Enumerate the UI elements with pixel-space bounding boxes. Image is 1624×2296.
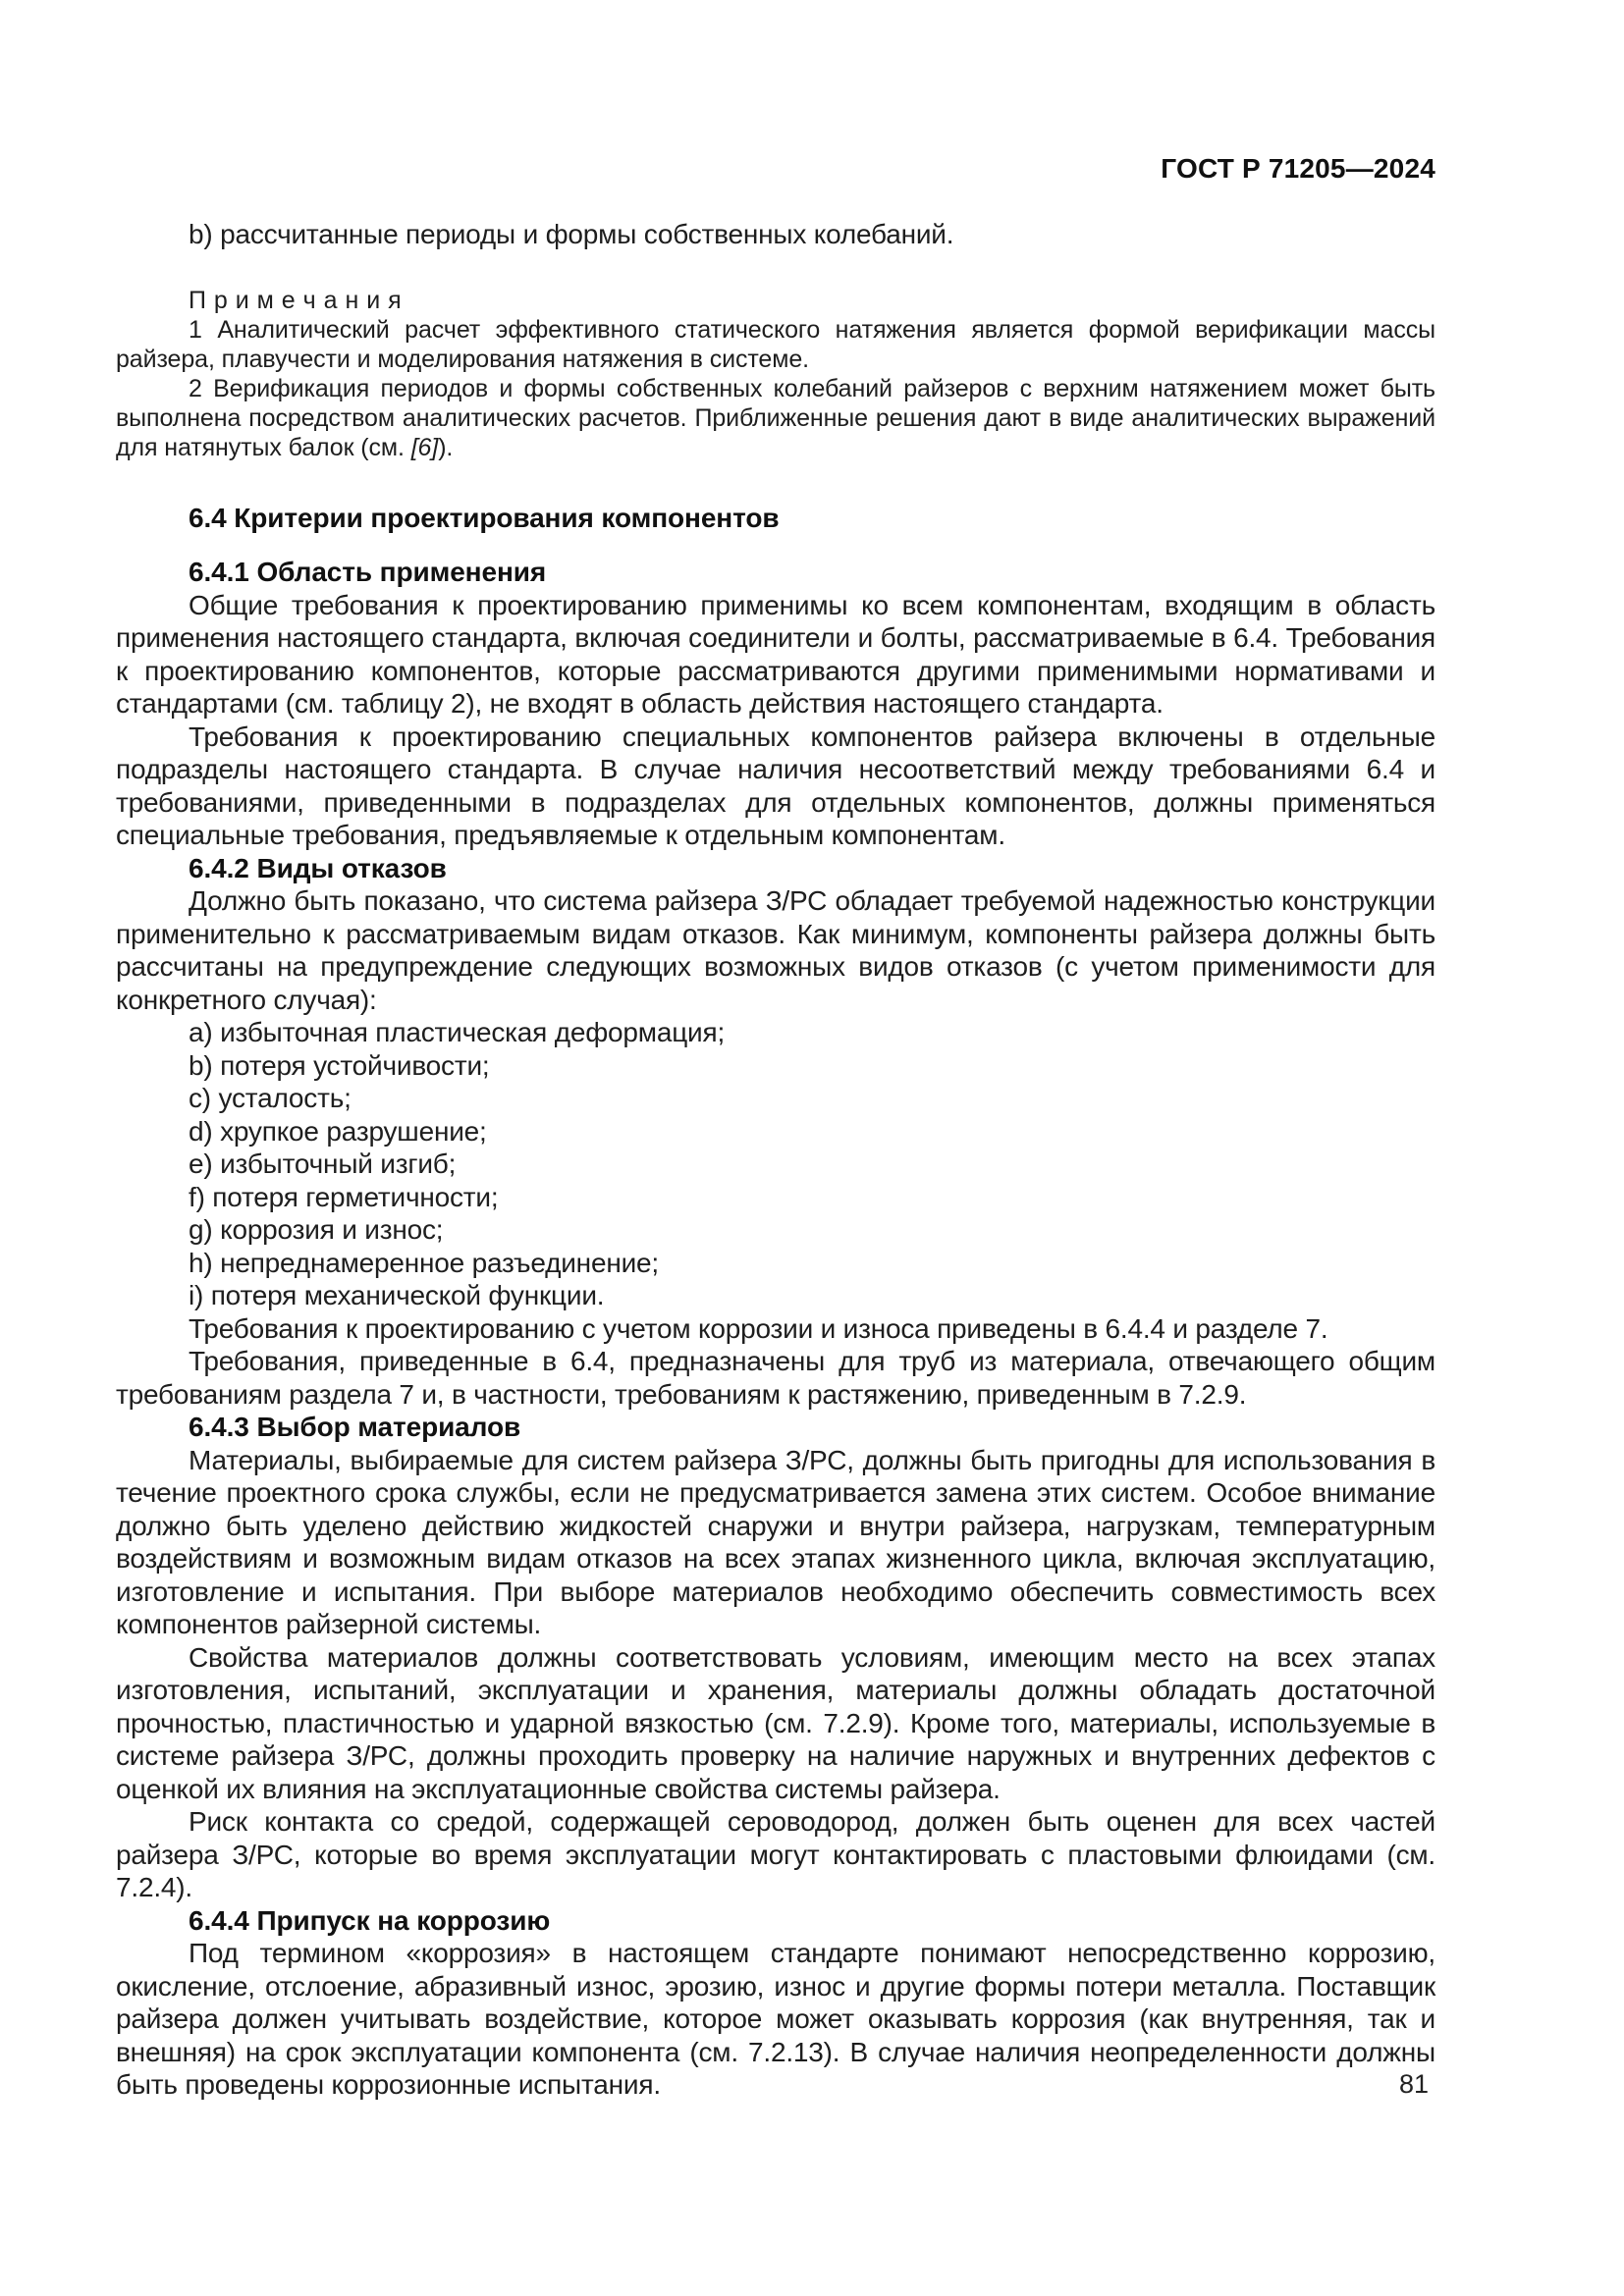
note-2-tail: ).	[438, 433, 454, 461]
heading-6-4: 6.4 Критерии проектирования компонентов	[189, 502, 780, 533]
paragraph-6-4-2-3: Требования, приведенные в 6.4, предназначены для труб из материала, отвечающего общим требованиям раздела 7 и, в частности, требованиям к растяжению, приведенным в 7.2.9.	[116, 1346, 1435, 1410]
paragraph-6-4-4-1: Под термином «коррозия» в настоящем стандарте понимают непосредственно коррозию, окисление, отслоение, абразивный износ, эрозию, износ и другие формы потери металла. Поставщик райзера должен учитывать воздействие, которое может оказывать коррозия (как внутренняя, так и внешняя) на срок эксплуатации компонента (см. 7.2.13). В случае наличия неопределенности должны быть проведены коррозионные испытания.	[116, 1938, 1435, 2100]
document-code: ГОСТ Р 71205—2024	[1161, 153, 1435, 184]
page-number: 81	[1398, 2069, 1429, 2099]
failure-mode-item-a: a) избыточная пластическая деформация;	[189, 1017, 726, 1047]
heading-6-4-1: 6.4.1 Область применения	[189, 557, 547, 587]
paragraph-6-4-2-1: Должно быть показано, что система райзера З/РС обладает требуемой надежностью конструкции применительно к рассматриваемым видам отказов. Как минимум, компоненты райзера должны быть рассчитаны на предупреждение следующих возможных видов отказов (с учетом применимости для конкретного случая):	[116, 885, 1435, 1015]
heading-6-4-3: 6.4.3 Выбор материалов	[189, 1412, 521, 1442]
note-2-text: 2 Верификация периодов и формы собственных колебаний райзеров с верхним натяжением может быть выполнена посредством аналитических расчетов. Приближенные решения дают в виде аналитических выражений для натянутых балок (см.	[116, 374, 1435, 461]
failure-mode-item-h: h) непреднамеренное разъединение;	[189, 1247, 659, 1278]
heading-6-4-2: 6.4.2 Виды отказов	[189, 852, 447, 883]
paragraph-6-4-3-2: Свойства материалов должны соответствовать условиям, имеющим место на всех этапах изготовления, испытаний, эксплуатации и хранения, материалы должны обладать достаточной прочностью, пластичностью и ударной вязкостью (см. 7.2.9). Кроме того, материалы, используемые в системе райзера З/РС, должны проходить проверку на наличие наружных и внутренних дефектов с оценкой их влияния на эксплуатационные свойства системы райзера.	[116, 1641, 1435, 1804]
failure-mode-item-e: e) избыточный изгиб;	[189, 1148, 457, 1179]
failure-mode-item-i: i) потеря механической функции.	[189, 1280, 605, 1310]
note-1: 1 Аналитический расчет эффективного статического натяжения является формой верификации массы райзера, плавучести и моделирования натяжения в системе.	[116, 315, 1435, 373]
heading-6-4-4: 6.4.4 Припуск на коррозию	[189, 1904, 551, 1936]
list-item-b: b) рассчитанные периоды и формы собственных колебаний.	[189, 219, 954, 249]
paragraph-6-4-2-2: Требования к проектированию с учетом коррозии и износа приведены в 6.4.4 и разделе 7.	[189, 1312, 1328, 1344]
failure-mode-item-c: c) усталость;	[189, 1083, 352, 1113]
bibliography-reference-6: [6]	[410, 433, 439, 461]
failure-mode-item-b: b) потеря устойчивости;	[189, 1049, 490, 1081]
paragraph-6-4-3-3: Риск контакта со средой, содержащей сероводород, должен быть оценен для всех частей райзера З/РС, которые во время эксплуатации могут контактировать с пластовыми флюидами (см. 7.2.4).	[116, 1806, 1435, 1902]
note-2	[116, 374, 1435, 462]
notes-label: П р и м е ч а н и я	[189, 286, 403, 314]
paragraph-6-4-3-1: Материалы, выбираемые для систем райзера З/РС, должны быть пригодны для использования в течение проектного срока службы, если не предусматривается замена этих систем. Особое внимание должно быть уделено действию жидкостей снаружи и внутри райзера, нагрузкам, температурным воздействиям и возможным видам отказов на всех этапах жизненного цикла, включая эксплуатацию, изготовление и испытания. При выборе материалов необходимо обеспечить совместимость всех компонентов райзерной системы.	[116, 1444, 1435, 1639]
paragraph-6-4-1-1: Общие требования к проектированию применимы ко всем компонентам, входящим в область применения настоящего стандарта, включая соединители и болты, рассматриваемые в 6.4. Требования к проектированию компонентов, которые рассматриваются другими применимыми нормативами и стандартами (см. таблицу 2), не входят в область действия настоящего стандарта.	[116, 589, 1435, 719]
document-header	[116, 152, 1435, 185]
failure-mode-item-g: g) коррозия и износ;	[189, 1214, 444, 1245]
failure-mode-item-f: f) потеря герметичности;	[189, 1181, 499, 1212]
paragraph-6-4-1-2: Требования к проектированию специальных компонентов райзера включены в отдельные подразделы настоящего стандарта. В случае наличия несоответствий между требованиями 6.4 и требованиями, приведенными в подразделах для отдельных компонентов, должны применяться специальные требования, предъявляемые к отдельным компонентам.	[116, 721, 1435, 850]
failure-mode-item-d: d) хрупкое разрушение;	[189, 1115, 487, 1147]
